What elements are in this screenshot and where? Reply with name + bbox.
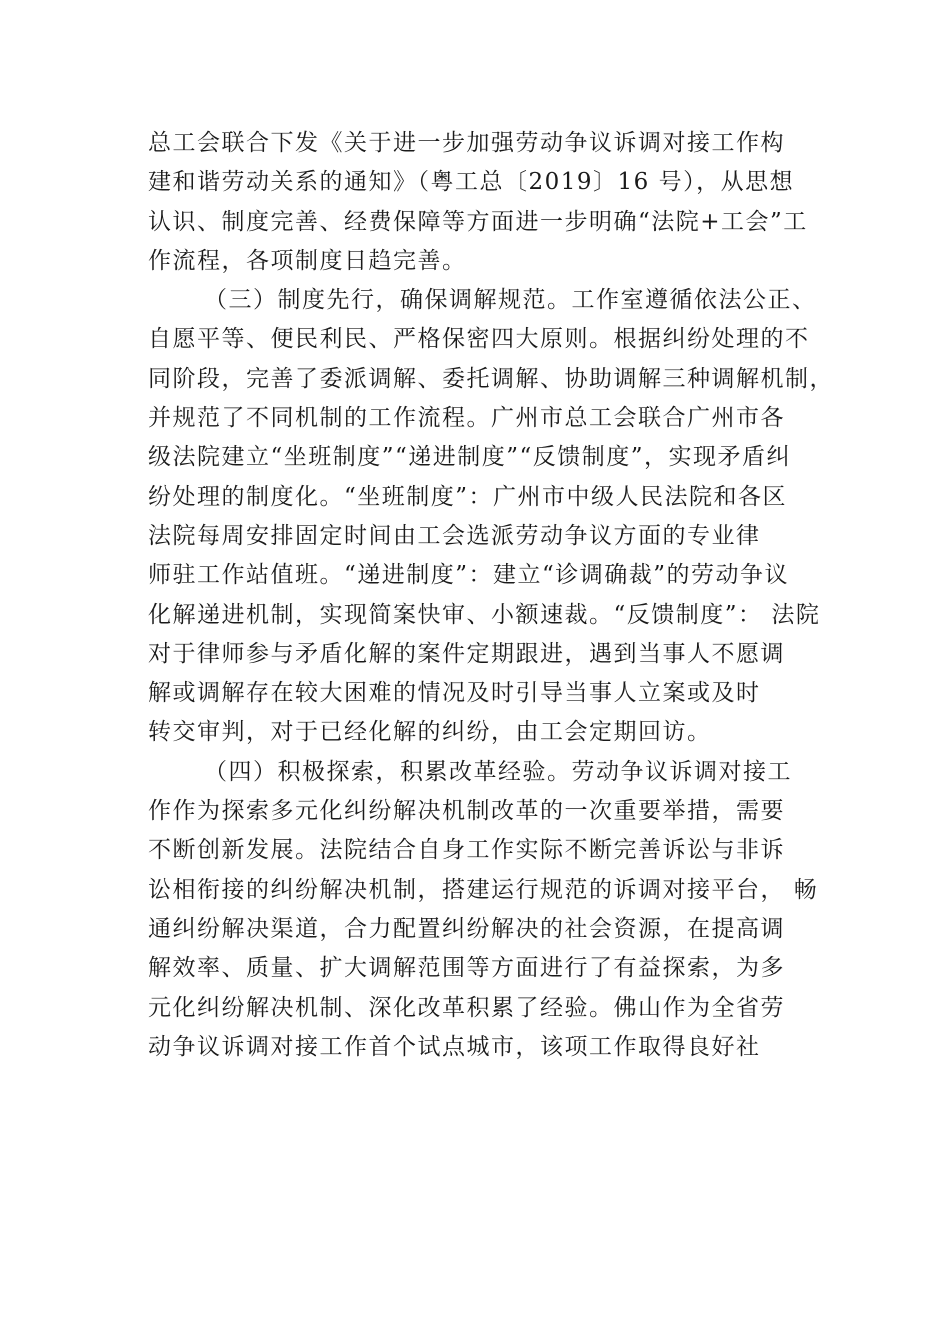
text-line: 级法院建立“坐班制度”“递进制度”“反馈制度”，实现矛盾纠 (148, 444, 792, 471)
text-line: 对于律师参与矛盾化解的案件定期跟进，遇到当事人不愿调 (148, 640, 785, 667)
text-line: 元化纠纷解决机制、深化改革积累了经验。佛山作为全省劳 (148, 994, 785, 1021)
text-line: 不断创新发展。法院结合自身工作实际不断完善诉讼与非诉 (148, 837, 785, 864)
text-line: 并规范了不同机制的工作流程。广州市总工会联合广州市各 (148, 405, 785, 432)
text-line: 作流程，各项制度日趋完善。 (148, 247, 467, 274)
text-line: 师驻工作站值班。“递进制度”：建立“诊调确裁”的劳动争议 (148, 562, 790, 589)
text-line: 法院每周安排固定时间由工会选派劳动争议方面的专业律 (148, 522, 761, 549)
text-line: 自愿平等、便民利民、严格保密四大原则。根据纠纷处理的不 (148, 326, 810, 353)
text-line: 转交审判，对于已经化解的纠纷，由工会定期回访。 (148, 719, 712, 746)
text-line: 讼相衔接的纠纷解决机制，搭建运行规范的诉调对接平台， 畅 (148, 876, 819, 903)
body-text (148, 124, 834, 1067)
text-line: 作作为探索多元化纠纷解决机制改革的一次重要举措，需要 (148, 798, 785, 825)
text-line: 动争议诉调对接工作首个试点城市，该项工作取得良好社 (148, 1033, 761, 1060)
text-line: 化解递进机制，实现简案快审、小额速裁。“反馈制度”： 法院 (148, 601, 821, 628)
text-line: 解效率、质量、扩大调解范围等方面进行了有益探索，为多 (148, 955, 785, 982)
text-line: 认识、制度完善、经费保障等方面进一步明确“法院+工会”工 (148, 208, 808, 235)
paragraph-first-line: （四）积极探索，积累改革经验。劳动争议诉调对接工 (204, 758, 792, 785)
text-line: 解或调解存在较大困难的情况及时引导当事人立案或及时 (148, 680, 761, 707)
paragraph-first-line: （三）制度先行，确保调解规范。工作室遵循依法公正、 (204, 287, 817, 314)
text-line: 纷处理的制度化。“坐班制度”：广州市中级人民法院和各区 (148, 483, 788, 510)
text-line: 总工会联合下发《关于进一步加强劳动争议诉调对接工作构 (148, 130, 785, 156)
text-line: 通纠纷解决渠道，合力配置纠纷解决的社会资源，在提高调 (148, 915, 785, 942)
text-line: 同阶段，完善了委派调解、委托调解、协助调解三种调解机制， (148, 365, 834, 392)
text-line: 建和谐劳动关系的通知》（粤工总〔2019〕16 号），从思想 (148, 169, 795, 196)
